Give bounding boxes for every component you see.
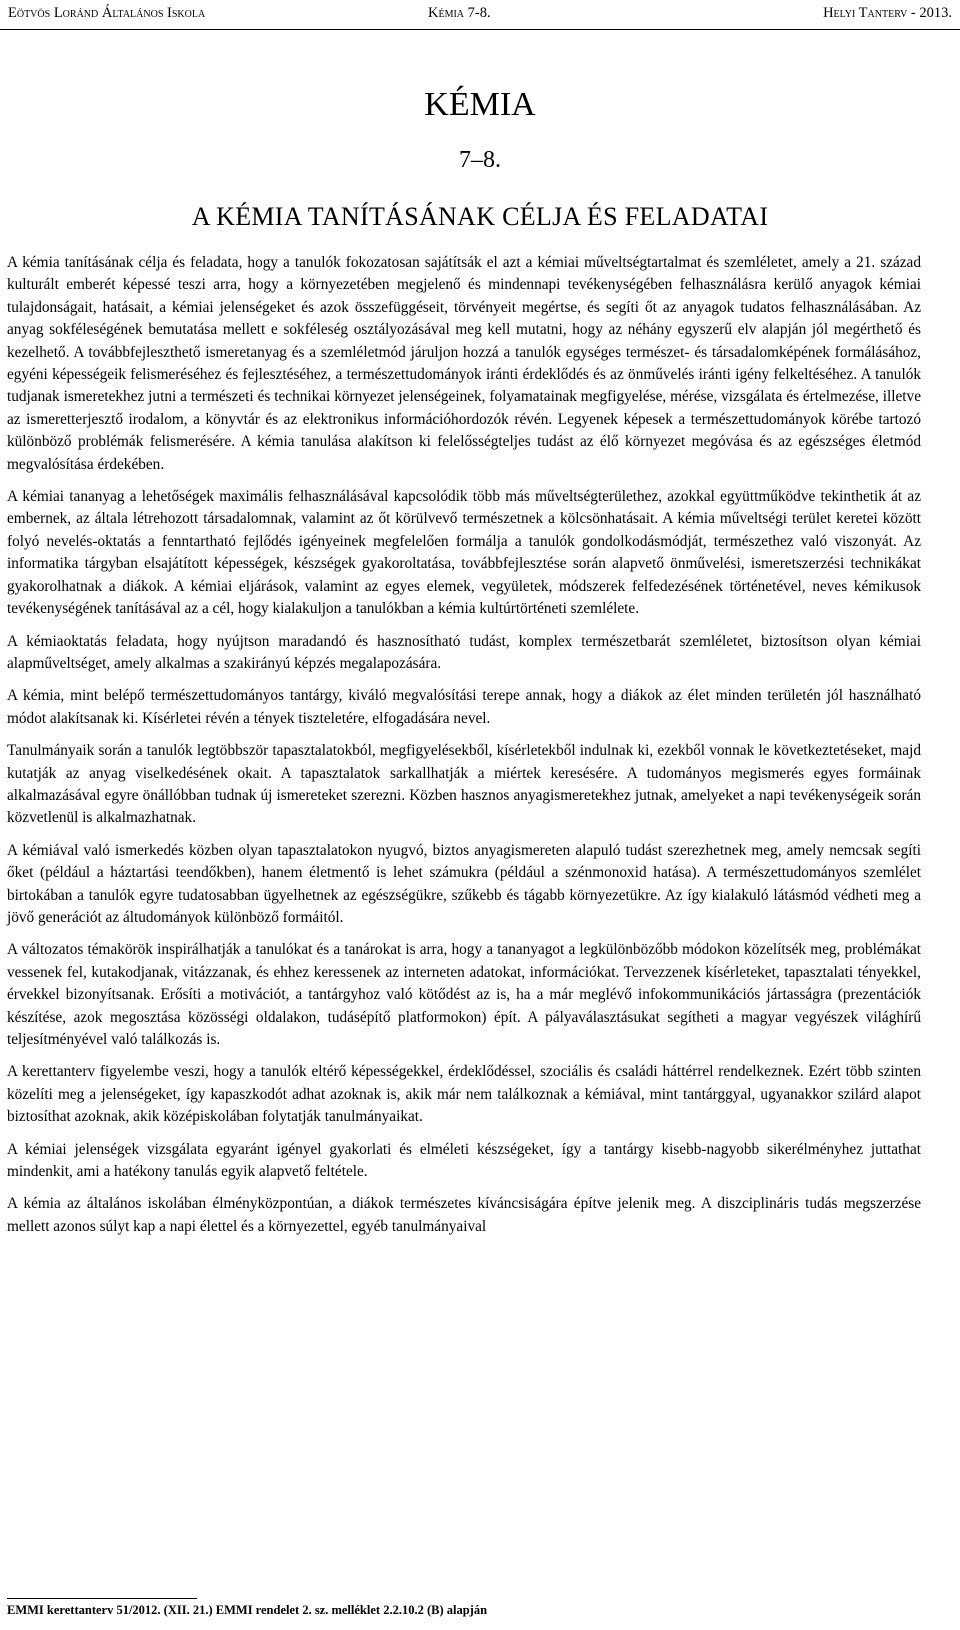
paragraph: A kémiaoktatás feladata, hogy nyújtson maradandó és hasznosítható tudást, komplex természetbarát szemléletet, biztosítson olyan kémiai alapműveltséget, amely alkalmas a szakirányú képzés megalapozására. [7,632,921,672]
paragraph: A kémiai jelenségek vizsgálata egyaránt igényel gyakorlati és elméleti készségeket, így a tantárgy kisebb-nagyobb sikerélményhez juttathat mindenkit, ami a hatékony tanulás egyik alapvető feltétele. [7,1140,921,1181]
paragraph: A kerettanterv figyelembe veszi, hogy a tanulók eltérő képességekkel, érdeklődéssel, szociális és családi háttérrel rendelkeznek. Ezért több szinten közelíti meg a jelenségeket, így kapaszkodót adhat azoknak is, akik már nem találkoznak a kémiával, mint tantárggyal, ugyanakkor szilárd alapot biztosíthat azoknak, akik középiskolában folytatják tanulmányaikat. [7,1063,921,1126]
header-plan: Helyi Tanterv - 2013. [823,5,952,21]
footer-divider [7,1598,197,1599]
paragraph: A változatos témakörök inspirálhatják a tanulókat és a tanárokat is arra, hogy a tananyagot a legkülönbözőbb módokon közelítsék meg, problémákat vessenek fel, kutakodjanak, vitázzanak, és ehhez keressenek az interneten adatokat, információkat. Tervezzenek kísérleteket, tapasztalati tényekkel, érvekkel bizonyítsanak. Erősíti a motivációt, a tantárgyhoz való kötődést az is, ha a már meglévő infokommunikációs jártasságra (prezentációk készítése, azok megosztása közösségi oldalakon, tudásépítő platformokon) épít. A pályaválasztásukat segítheti a magyar vegyészek világhírű teljesítményével való találkozás is. [7,941,921,1048]
body-text [7,252,921,1248]
page-footer: EMMI kerettanterv 51/2012. (XII. 21.) EMMI rendelet 2. sz. melléklet 2.2.10.2 (B) alapján [7,1603,488,1617]
header-subject: Kémia 7-8. [428,5,491,21]
paragraph: A kémia az általános iskolában élményközpontúan, a diákok természetes kíváncsiságára építve jelenik meg. A diszciplináris tudás megszerzése mellett azonos súlyt kap a napi élettel és a környezettel, egyéb tanulmányaival [7,1195,921,1235]
paragraph: A kémiai tananyag a lehetőségek maximális felhasználásával kapcsolódik több más műveltségterülethez, azokkal együttműködve tekinthetik át az embernek, az általa létrehozott társadalomnak, valamint az őt körülvevő természetnek a kölcsönhatásait. A kémia műveltségi terület keretei között folyó nevelés-oktatás a fenntartható fejlődés igényeinek megfelelően formálja a tanulók gondolkodásmódját, természethez való viszonyát. Az informatika tárgyban elsajátított képességek, készségek gyakoroltatása, továbbfejlesztése során alapvető önművelési, ismeretszerzési technikákat gyakorolhatnak a diákok. A kémiai eljárások, valamint az egyes elemek, vegyületek, módszerek felfedezésének történetével, neves kémikusok tevékenységének tanításával az a cél, hogy kialakuljon a tanulókban a kémia kultúrtörténeti szemlélete. [7,488,921,618]
grade-label: 7–8. [459,147,501,173]
section-heading: A KÉMIA TANÍTÁSÁNAK CÉLJA ÉS FELADATAI [191,202,769,231]
header-school: Eötvös Loránd Általános Iskola [8,5,206,21]
paragraph: Tanulmányaik során a tanulók legtöbbször tapasztalatokból, megfigyelésekből, kísérletekből indulnak ki, ezekből vonnak le következtetéseket, majd kutatják az anyag viselkedésének okait. A tapasztalatok sarkallhatják a miértek keresésére. A tudományos megismerés egyes formáinak alkalmazásával egyre önállóbban tudnak új ismereteket szerezni. Közben hasznos anyagismeretekhez jutnak, amelyeket a napi tevékenységeik során közvetlenül is alkalmazhatnak. [7,742,921,827]
page-header [0,0,960,30]
document-title: KÉMIA [424,86,536,123]
paragraph: A kémiával való ismerkedés közben olyan tapasztalatokon nyugvó, biztos anyagismereten alapuló tudást szerezhetnek meg, amely nemcsak segíti őket (például a háztartási teendőkben), hanem életmentő is lehet számukra (például a szénmonoxid hatása). A természettudományos szemlélet birtokában a tanulók egyre tudatosabban ügyelhetnek az egészségükre, szűkebb és tágabb környezetükre. Az így kialakuló látásmód védheti meg a jövő generációt az áltudományok különböző formáitól. [7,841,921,926]
paragraph: A kémia, mint belépő természettudományos tantárgy, kiváló megvalósítási terepe annak, hogy a diákok az élet minden területén jól használható módot alakítsanak ki. Kísérletei révén a tények tiszteletére, elfogadására nevel. [7,687,921,727]
paragraph: A kémia tanításának célja és feladata, hogy a tanulók fokozatosan sajátítsák el azt a kémiai műveltségtartalmat és szemléletet, amely a 21. század kulturált emberét képessé teszi arra, hogy a környezetében megjelenő és mindennapi tevékenységében felhasználásra kerülő anyagok kémiai tulajdonságait, hatásait, a kémiai jelenségeket és azok összefüggéseit, törvényeit megértse, és segíti őt az anyagok tudatos felhasználásában. Az anyag sokféleségének bemutatása mellett e sokféleség osztályozásával meg kell mutatni, hogy az néhány egyszerű elv alapján jól megérthető és kezelhető. A továbbfejleszthető ismeretanyag és a szemléletmód járuljon hozzá a tanulók egységes természet- és társadalomképének formálásához, egyéni képességeik felismeréséhez és fejlesztéséhez, a természettudományok iránti érdeklődés és az önművelés iránti igény felkeltéséhez. A tanulók tudjanak ismeretekhez jutni a természeti és technikai környezet jelenségeinek, folyamatainak megfigyelése, mérése, vizsgálata és értelmezése, illetve az ismeretterjesztő irodalom, a könyvtár és az elektronikus információhordozók révén. Legyenek képesek a természettudományok körébe tartozó különböző problémák felismerésére. A kémia tanulása alakítson ki felelősségteljes tudást az élő környezet megóvása és az egészséges életmód megvalósítása érdekében. [7,254,921,473]
